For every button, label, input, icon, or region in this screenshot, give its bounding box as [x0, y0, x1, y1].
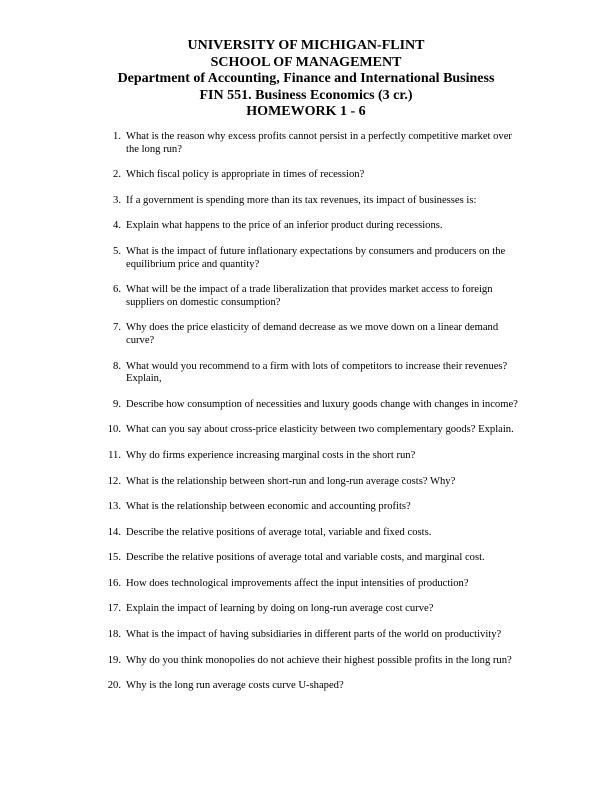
question-text: Why do you think monopolies do not achieve their highest possible profits in the long run? [126, 654, 512, 666]
question-item [0, 131, 612, 156]
question-text: What is the relationship between economic and accounting profits? [126, 501, 411, 513]
question-text: What is the impact of future inflationary expectations by consumers and producers on the equilibrium price and quantity? [126, 245, 506, 270]
question-text: Describe the relative positions of average total, variable and fixed costs. [126, 526, 432, 538]
question-text: What can you say about cross-price elasticity between two complementary goods? Explain. [126, 424, 514, 436]
question-item [0, 476, 612, 489]
question-text: Explain the impact of learning by doing on long-run average cost curve? [126, 603, 434, 615]
question-number: 8. [113, 360, 121, 372]
question-number: 11. [108, 449, 121, 461]
question-number: 4. [113, 220, 121, 232]
question-number: 7. [113, 322, 121, 334]
question-text: What is the reason why excess profits cannot persist in a perfectly competitive market over the long run? [126, 131, 512, 155]
question-text: Describe the relative positions of average total and variable costs, and marginal cost. [126, 552, 485, 564]
question-item [0, 450, 612, 463]
question-item [0, 501, 612, 514]
question-number: 9. [113, 398, 121, 410]
document-header [0, 38, 612, 121]
question-number: 19. [107, 654, 121, 666]
question-text: What will be the impact of a trade liberalization that provides market access to foreign suppliers on domestic consumption? [126, 284, 493, 308]
question-text: Which fiscal policy is appropriate in times of recession? [126, 169, 365, 181]
question-item [0, 246, 612, 271]
question-text: What would you recommend to a firm with lots of competitors to increase their revenues? Explain, [126, 360, 508, 385]
question-number: 17. [107, 603, 121, 615]
question-number: 16. [107, 577, 121, 589]
question-number: 1. [113, 131, 121, 142]
question-number: 5. [113, 245, 121, 257]
question-number: 10. [107, 424, 121, 436]
question-number: 15. [107, 552, 121, 564]
question-item [0, 424, 612, 437]
question-text: What is the impact of having subsidiaries in different parts of the world on productivity? [126, 629, 502, 641]
question-text: Explain what happens to the price of an inferior product during recessions. [126, 220, 443, 232]
question-number: 6. [113, 284, 121, 296]
question-text: Why do firms experience increasing marginal costs in the short run? [126, 449, 416, 461]
question-list [0, 131, 612, 706]
question-item [0, 680, 612, 693]
question-text: If a government is spending more than its tax revenues, its impact of businesses is: [126, 194, 477, 206]
question-item [0, 527, 612, 540]
question-item [0, 284, 612, 309]
question-number: 12. [107, 475, 121, 487]
question-item [0, 169, 612, 182]
question-text: Describe how consumption of necessities and luxury goods change with changes in income? [126, 398, 518, 410]
question-text: What is the relationship between short-run and long-run average costs? Why? [126, 475, 456, 487]
question-item [0, 361, 612, 386]
question-number: 18. [107, 629, 121, 641]
question-number: 13. [107, 501, 121, 513]
school-name: SCHOOL OF MANAGEMENT [210, 54, 402, 70]
question-item [0, 655, 612, 668]
department-name: Department of Accounting, Finance and International Business [117, 71, 495, 86]
question-item [0, 578, 612, 591]
question-text: Why does the price elasticity of demand decrease as we move down on a linear demand curve? [126, 322, 499, 346]
question-item [0, 603, 612, 616]
course-title: FIN 551. Business Economics (3 cr.) [199, 87, 413, 103]
question-number: 2. [113, 169, 121, 181]
question-item [0, 220, 612, 233]
university-name: UNIVERSITY OF MICHIGAN-FLINT [187, 38, 425, 53]
question-item [0, 322, 612, 347]
homework-title: HOMEWORK 1 - 6 [246, 104, 366, 119]
question-text: How does technological improvements affect the input intensities of production? [126, 577, 469, 589]
question-number: 20. [107, 680, 121, 692]
question-item [0, 629, 612, 642]
question-item [0, 552, 612, 565]
question-number: 3. [113, 194, 121, 206]
question-number: 14. [107, 526, 121, 538]
question-item [0, 399, 612, 412]
question-item [0, 195, 612, 208]
question-text: Why is the long run average costs curve U-shaped? [126, 680, 344, 692]
